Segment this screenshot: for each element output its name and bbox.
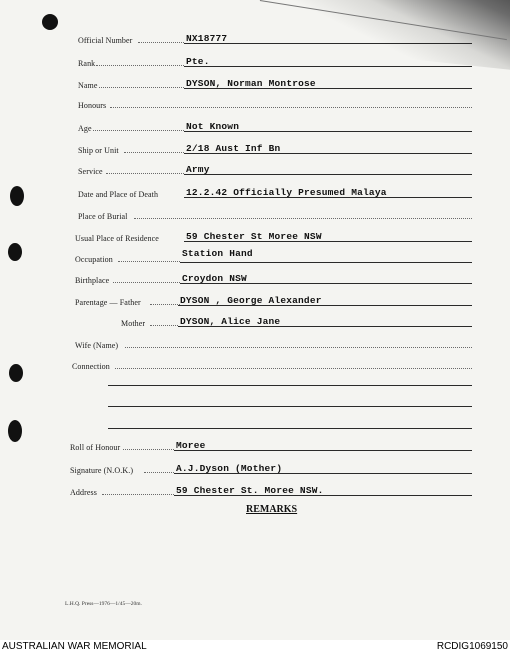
value-ship-or-unit: 2/18 Aust Inf Bn	[186, 143, 281, 154]
field-usual-residence	[0, 226, 510, 244]
label-service: Service	[78, 167, 103, 176]
field-ship-or-unit	[0, 138, 510, 156]
value-official-number: NX18777	[186, 33, 228, 44]
field-mother	[0, 311, 510, 329]
field-place-of-burial	[0, 204, 510, 222]
label-usual-residence: Usual Place of Residence	[75, 234, 159, 243]
field-age	[0, 116, 510, 134]
value-mother: DYSON, Alice Jane	[180, 316, 281, 327]
field-connection	[0, 354, 510, 372]
label-ship-or-unit: Ship or Unit	[78, 146, 119, 155]
value-signature-nok: A.J.Dyson (Mother)	[176, 463, 283, 474]
label-roll-of-honour: Roll of Honour	[70, 443, 121, 452]
printer-imprint: L.H.Q. Press—1976—1/45—20m.	[65, 601, 142, 607]
connection-blank-line-2	[108, 406, 472, 407]
label-age: Age	[78, 124, 92, 133]
label-honours: Honours	[78, 101, 107, 110]
footer-institution: AUSTRALIAN WAR MEMORIAL	[2, 641, 147, 652]
field-roll-of-honour	[0, 435, 510, 453]
field-service	[0, 159, 510, 177]
value-birthplace: Croydon NSW	[182, 273, 247, 284]
label-place-of-burial: Place of Burial	[78, 212, 128, 221]
label-address: Address	[70, 488, 97, 497]
field-official-number	[0, 28, 510, 46]
value-occupation: Station Hand	[182, 248, 253, 259]
archive-footer	[0, 640, 510, 654]
value-usual-residence: 59 Chester St Moree NSW	[186, 231, 322, 242]
label-official-number: Official Number	[78, 36, 133, 45]
field-date-place-of-death	[0, 182, 510, 200]
label-rank: Rank	[78, 59, 96, 68]
field-honours	[0, 93, 510, 111]
label-name: Name	[78, 81, 98, 90]
label-birthplace: Birthplace	[75, 276, 110, 285]
value-rank: Pte.	[186, 56, 210, 67]
field-wife-name	[0, 333, 510, 351]
footer-record-id: RCDIG1069150	[436, 641, 508, 652]
value-date-place-of-death: 12.2.42 Officially Presumed Malaya	[186, 187, 387, 198]
field-signature-nok	[0, 458, 510, 476]
value-name: DYSON, Norman Montrose	[186, 78, 316, 89]
field-occupation	[0, 247, 510, 265]
label-date-place-of-death: Date and Place of Death	[78, 190, 159, 199]
field-address	[0, 480, 510, 498]
label-wife-name: Wife (Name)	[75, 341, 119, 350]
value-address: 59 Chester St. Moree NSW.	[176, 485, 324, 496]
value-service: Army	[186, 164, 210, 175]
value-parentage-father: DYSON , George Alexander	[180, 295, 322, 306]
label-connection: Connection	[72, 362, 110, 371]
field-name	[0, 73, 510, 91]
remarks-heading: REMARKS	[246, 504, 298, 515]
connection-blank-line-1	[108, 385, 472, 386]
value-age: Not Known	[186, 121, 240, 132]
label-signature-nok: Signature (N.O.K.)	[70, 466, 134, 475]
connection-blank-line-3	[108, 428, 472, 429]
label-occupation: Occupation	[75, 255, 113, 264]
label-parentage-father: Parentage — Father	[75, 298, 141, 307]
label-mother: Mother	[121, 319, 146, 328]
value-roll-of-honour: Moree	[176, 440, 206, 451]
field-birthplace	[0, 268, 510, 286]
field-rank	[0, 51, 510, 69]
field-parentage-father	[0, 290, 510, 308]
